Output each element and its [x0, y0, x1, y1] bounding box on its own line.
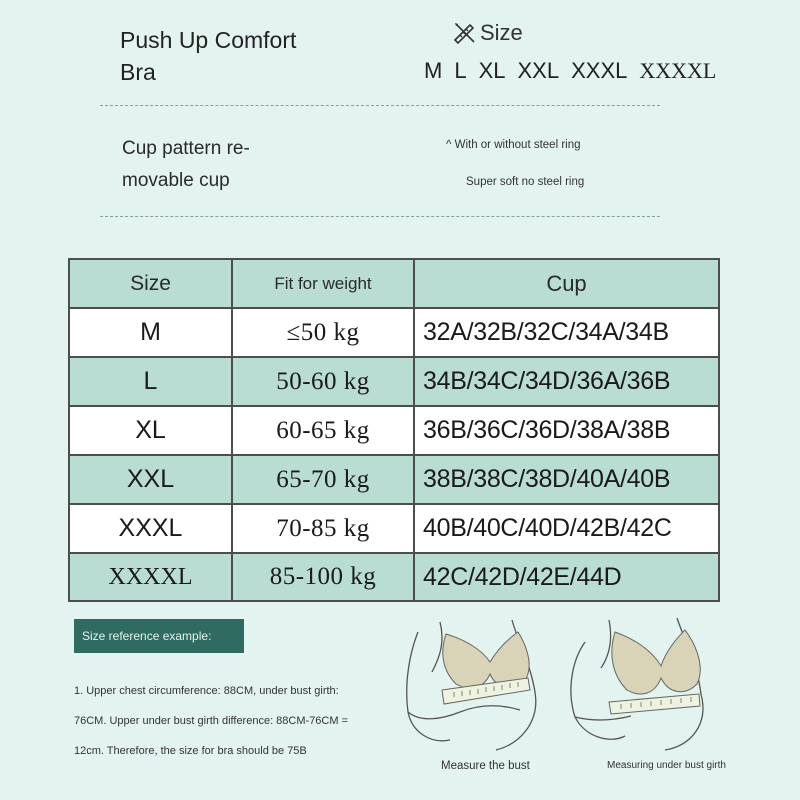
size-option: XXXXL: [639, 58, 717, 83]
cup-cell: 34B/34C/34D/36A/36B: [415, 358, 718, 407]
weight-cell: 60-65 kg: [233, 407, 415, 456]
table-row: [70, 407, 718, 456]
cup-cell: 42C/42D/42E/44D: [415, 554, 718, 600]
cup-cell: 36B/36C/36D/38A/38B: [415, 407, 718, 456]
reference-label: Size reference example:: [74, 619, 244, 653]
table-row: [70, 505, 718, 554]
cup-pattern-text: [122, 133, 250, 197]
size-table: [68, 258, 720, 602]
table-row: [70, 309, 718, 358]
header-cup: Cup: [415, 260, 718, 309]
size-option: XXXL: [571, 58, 628, 83]
steel-ring-note: ^ With or without steel ring: [446, 139, 581, 151]
cup-pattern-line-2: movable cup: [122, 170, 230, 191]
title-line-1: Push Up Comfort: [120, 27, 297, 53]
weight-cell: 65-70 kg: [233, 456, 415, 505]
size-option: M: [424, 58, 443, 83]
ruler-pencil-icon: [452, 20, 478, 46]
reference-text: [74, 676, 394, 766]
divider: [100, 216, 660, 217]
cup-cell: 32A/32B/32C/34A/34B: [415, 309, 718, 358]
caption-measure-underbust: Measuring under bust girth: [607, 760, 726, 771]
header-size: Size: [70, 260, 233, 309]
size-cell: XXL: [70, 456, 233, 505]
cup-cell: 40B/40C/40D/42B/42C: [415, 505, 718, 554]
size-option: XXL: [517, 58, 560, 83]
weight-cell: 85-100 kg: [233, 554, 415, 600]
caption-measure-bust: Measure the bust: [441, 760, 530, 772]
size-cell: L: [70, 358, 233, 407]
size-cell: XXXL: [70, 505, 233, 554]
soft-note: Super soft no steel ring: [466, 176, 585, 188]
header-weight: Fit for weight: [233, 260, 415, 309]
cup-cell: 38B/38C/38D/40A/40B: [415, 456, 718, 505]
cup-pattern-line-1: Cup pattern re-: [122, 138, 250, 159]
table-row: [70, 554, 718, 600]
size-heading: [452, 20, 523, 46]
reference-line-2: 76CM. Upper under bust girth difference: 88CM-76CM =: [74, 715, 349, 727]
measure-bust-illustration: [400, 612, 560, 754]
size-label: Size: [480, 20, 523, 45]
divider: [100, 105, 660, 106]
title-line-2: Bra: [120, 59, 156, 85]
weight-cell: 70-85 kg: [233, 505, 415, 554]
size-option: L: [454, 58, 467, 83]
size-option: XL: [478, 58, 506, 83]
size-cell: XL: [70, 407, 233, 456]
measure-underbust-illustration: [565, 612, 735, 754]
reference-line-3: 12cm. Therefore, the size for bra should be 75B: [74, 745, 307, 757]
reference-line-1: 1. Upper chest circumference: 88CM, under bust girth:: [74, 685, 339, 697]
table-row: [70, 358, 718, 407]
product-title: [120, 24, 296, 88]
available-sizes: [424, 58, 728, 84]
weight-cell: ≤50 kg: [233, 309, 415, 358]
table-row: [70, 456, 718, 505]
table-header-row: [70, 260, 718, 309]
weight-cell: 50-60 kg: [233, 358, 415, 407]
size-cell: M: [70, 309, 233, 358]
size-cell: XXXXL: [70, 554, 233, 600]
